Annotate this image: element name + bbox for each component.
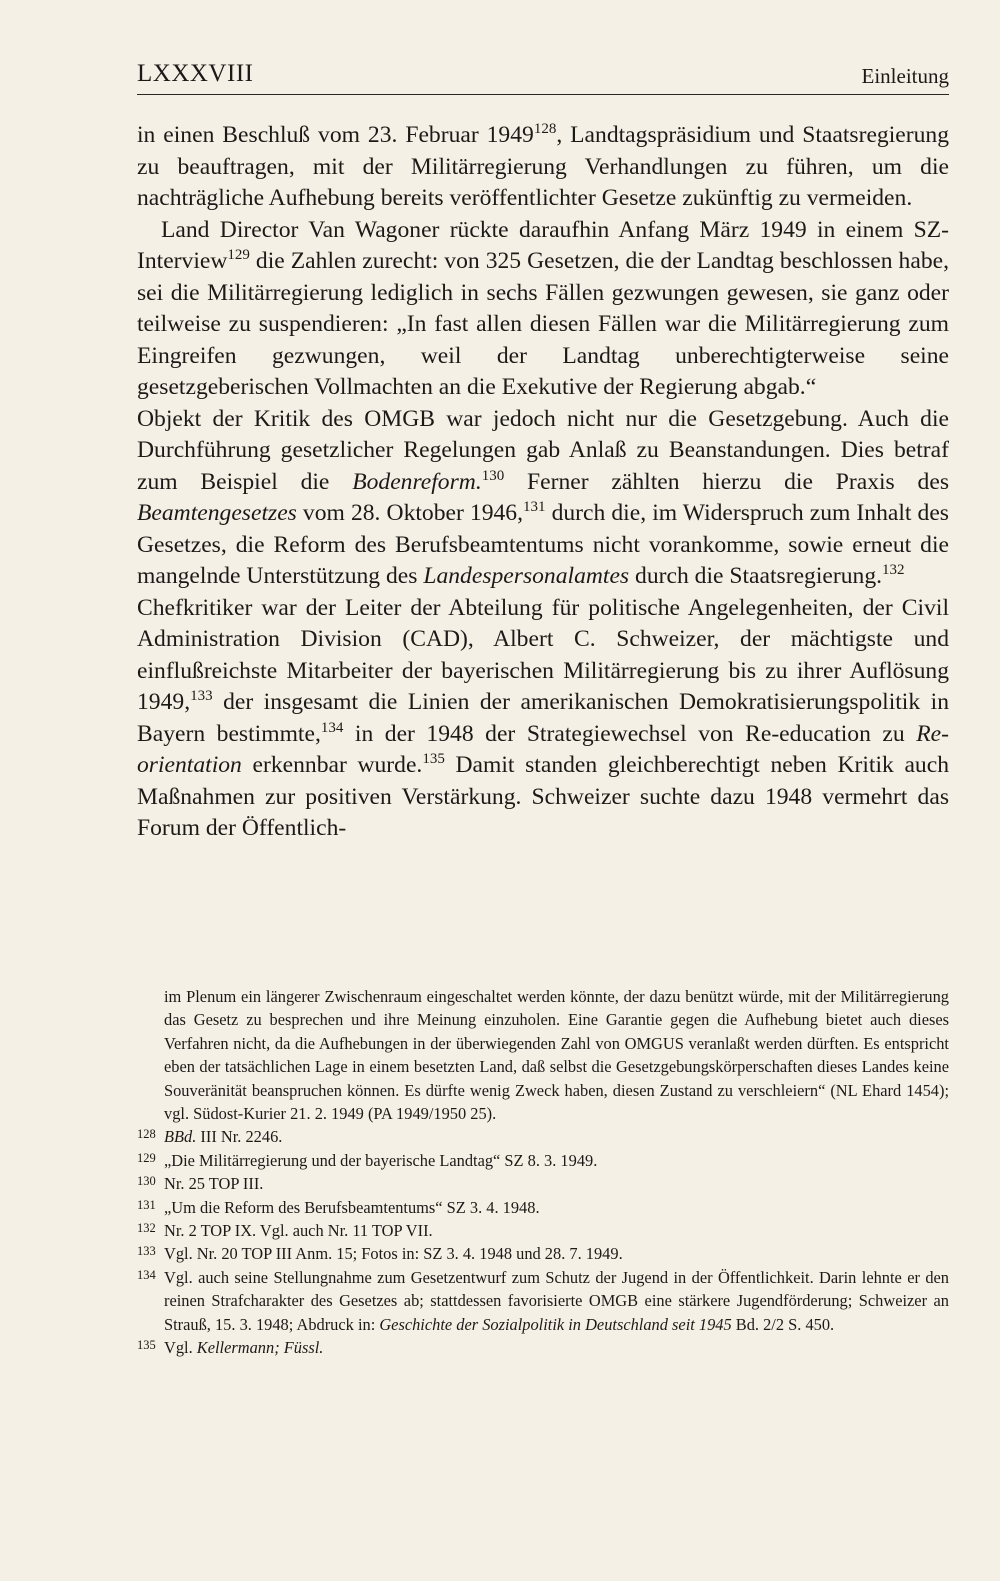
italic-term: BBd. bbox=[164, 1127, 197, 1147]
text-run: der insgesamt die Linien der amerikanischen Demokratisierungspolitik in Bayern bestimmte, bbox=[137, 689, 949, 747]
italic-term: Geschichte der Sozialpolitik in Deutschland seit 1945 bbox=[379, 1314, 732, 1334]
paragraph-1 bbox=[137, 120, 949, 215]
text-run: Land Director Van Wagoner rückte daraufhin Anfang März 1949 in einem SZ-Interview bbox=[137, 216, 949, 274]
footnote-ref-131[interactable]: 131 bbox=[523, 499, 546, 515]
running-header bbox=[137, 58, 949, 95]
text-run: Ferner zählten hierzu die Praxis des bbox=[504, 468, 949, 495]
footnote-text: Vgl. auch seine Stellungnahme zum Gesetzentwurf zum Schutz der Jugend in der Öffentlichkeit. Darin lehnte er den reinen Strafcharakter des Gesetzes ab; stattdessen favorisierte OMGB eine stärkere Jugendförderung; Schweizer an Strauß, 15. 3. 1948; Abdruck in: bbox=[164, 1267, 949, 1334]
footnote-134 bbox=[137, 1266, 949, 1336]
footnote-text: „Um die Reform des Berufsbeamtentums“ SZ 3. 4. 1948. bbox=[164, 1197, 540, 1217]
footnote-continuation: im Plenum ein längerer Zwischenraum eingeschaltet werden könnte, der dazu benützt würde, mit der Militärregierung das Gesetz zu besprechen und ihre Meinung einzuholen. Eine Garantie gegen die Aufhebung bietet auch dieses Verfahren nicht, da die Aufhebungen in der überwiegenden Zahl von OMGUS veranlaßt werden dürften. Es entspricht eben der tatsächlichen Lage in einem besetzten Land, daß selbst die Gesetzgebungskörperschaften dieses Landes keine Souveränität beanspruchen können. Es dürfte wenig Zweck haben, diesen Zustand zu verschleiern“ (NL Ehard 1454); vgl. Südost-Kurier 21. 2. 1949 (PA 1949/1950 25). bbox=[164, 987, 949, 1124]
text-run: , Landtagspräsidium und Staatsregierung zu beauftragen, mit der Militärregierung Verhandlungen zu führen, um die nachträgliche Aufhebung bereits veröffentlichter Gesetze zukünftig zu vermeiden. bbox=[137, 122, 949, 211]
footnote-131 bbox=[137, 1196, 949, 1219]
footnote-ref-133[interactable]: 133 bbox=[190, 688, 213, 704]
footnote-number: 135 bbox=[137, 1338, 156, 1353]
footnote-133 bbox=[137, 1242, 949, 1265]
paragraph-3 bbox=[137, 404, 949, 593]
paragraph-4 bbox=[137, 593, 949, 845]
italic-term: Bodenreform. bbox=[352, 468, 482, 495]
footnote-number: 130 bbox=[137, 1174, 156, 1189]
text-run: in einen Beschluß vom 23. Februar 1949 bbox=[137, 122, 534, 148]
footnote-ref-129[interactable]: 129 bbox=[227, 247, 250, 263]
page-number: LXXXVIII bbox=[137, 60, 254, 87]
footnote-ref-128[interactable]: 128 bbox=[533, 121, 557, 137]
footnote-128 bbox=[137, 1125, 949, 1148]
text-run: die Zahlen zurecht: von 325 Gesetzen, die der Landtag beschlossen habe, sei die Militärregierung lediglich in sechs Fällen gezwungen gewesen, sie ganz oder teilweise zu suspendieren: „In fast allen diesen Fällen war die Militärregierung zum Eingreifen gezwungen, weil der Landtag unberechtigterweise seine gesetzgeberischen Vollmachten an die Exekutive der Regierung abgab.“ bbox=[137, 248, 949, 400]
footnote-135 bbox=[137, 1336, 949, 1359]
footnote-number: 131 bbox=[137, 1197, 156, 1212]
section-title: Einleitung bbox=[861, 64, 949, 88]
footnote-text: Bd. 2/2 S. 450. bbox=[731, 1314, 835, 1334]
footnote-129 bbox=[137, 1149, 949, 1172]
footnote-ref-132[interactable]: 132 bbox=[882, 562, 905, 578]
footnote-132 bbox=[137, 1219, 949, 1242]
footnote-text: „Die Militärregierung und der bayerische Landtag“ SZ 8. 3. 1949. bbox=[164, 1150, 598, 1170]
text-run: Damit standen gleichberechtigt neben Kritik auch Maßnahmen zur positiven Verstärkung. Schweizer suchte dazu 1948 vermehrt das Forum der Öffentlich- bbox=[137, 752, 949, 841]
footnote-text: Nr. 2 TOP IX. Vgl. auch Nr. 11 TOP VII. bbox=[164, 1221, 433, 1241]
footnote-text: Vgl. bbox=[164, 1338, 197, 1358]
italic-term: Re-orientation bbox=[137, 720, 949, 778]
italic-term: Landespersonalamtes bbox=[423, 563, 630, 589]
footnote-number: 134 bbox=[137, 1267, 156, 1282]
footnote-text: Vgl. Nr. 20 TOP III Anm. 15; Fotos in: SZ 3. 4. 1948 und 28. 7. 1949. bbox=[164, 1244, 623, 1264]
paragraph-2 bbox=[137, 215, 949, 404]
footnote-number: 132 bbox=[137, 1221, 156, 1236]
text-run: in der 1948 der Strategiewechsel von Re-education zu bbox=[343, 720, 917, 747]
footnote-ref-135[interactable]: 135 bbox=[422, 751, 445, 767]
text-run: durch die Staatsregierung. bbox=[629, 563, 883, 589]
footnote-text: Nr. 25 TOP III. bbox=[164, 1174, 264, 1194]
footnote-number: 133 bbox=[137, 1244, 156, 1259]
footnote-number: 129 bbox=[137, 1150, 156, 1165]
footnote-ref-134[interactable]: 134 bbox=[320, 719, 344, 736]
text-run: durch die, im Widerspruch zum Inhalt des Gesetzes, die Reform des Berufsbeamtentums nicht vorankomme, sowie erneut die mangelnde Unterstützung des bbox=[137, 500, 949, 589]
text-run: vom 28. Oktober 1946, bbox=[296, 500, 524, 526]
footnote-130 bbox=[137, 1172, 949, 1195]
text-run: erkennbar wurde. bbox=[241, 752, 423, 778]
footnote-text: III Nr. 2246. bbox=[196, 1127, 283, 1147]
text-run: Objekt der Kritik des OMGB war jedoch nicht nur die Gesetzgebung. Auch die Durchführung gesetzlicher Regelungen gab Anlaß zu Beanstandungen. Dies betraf zum Beispiel die bbox=[137, 405, 949, 495]
italic-term: Beamtengesetzes bbox=[137, 500, 297, 526]
footnote-number: 128 bbox=[137, 1127, 156, 1142]
footnotes bbox=[137, 985, 949, 1360]
footnote-ref-130[interactable]: 130 bbox=[481, 467, 505, 484]
text-run: Chefkritiker war der Leiter der Abteilung für politische Angelegenheiten, der Civil Administration Division (CAD), Albert C. Schweizer, der mächtigste und einflußreichste Mitarbeiter der bayerischen Militärregierung bis zu ihrer Auflösung 1949, bbox=[137, 594, 949, 715]
italic-term: Kellermann; Füssl. bbox=[196, 1338, 324, 1358]
main-text bbox=[137, 120, 949, 845]
